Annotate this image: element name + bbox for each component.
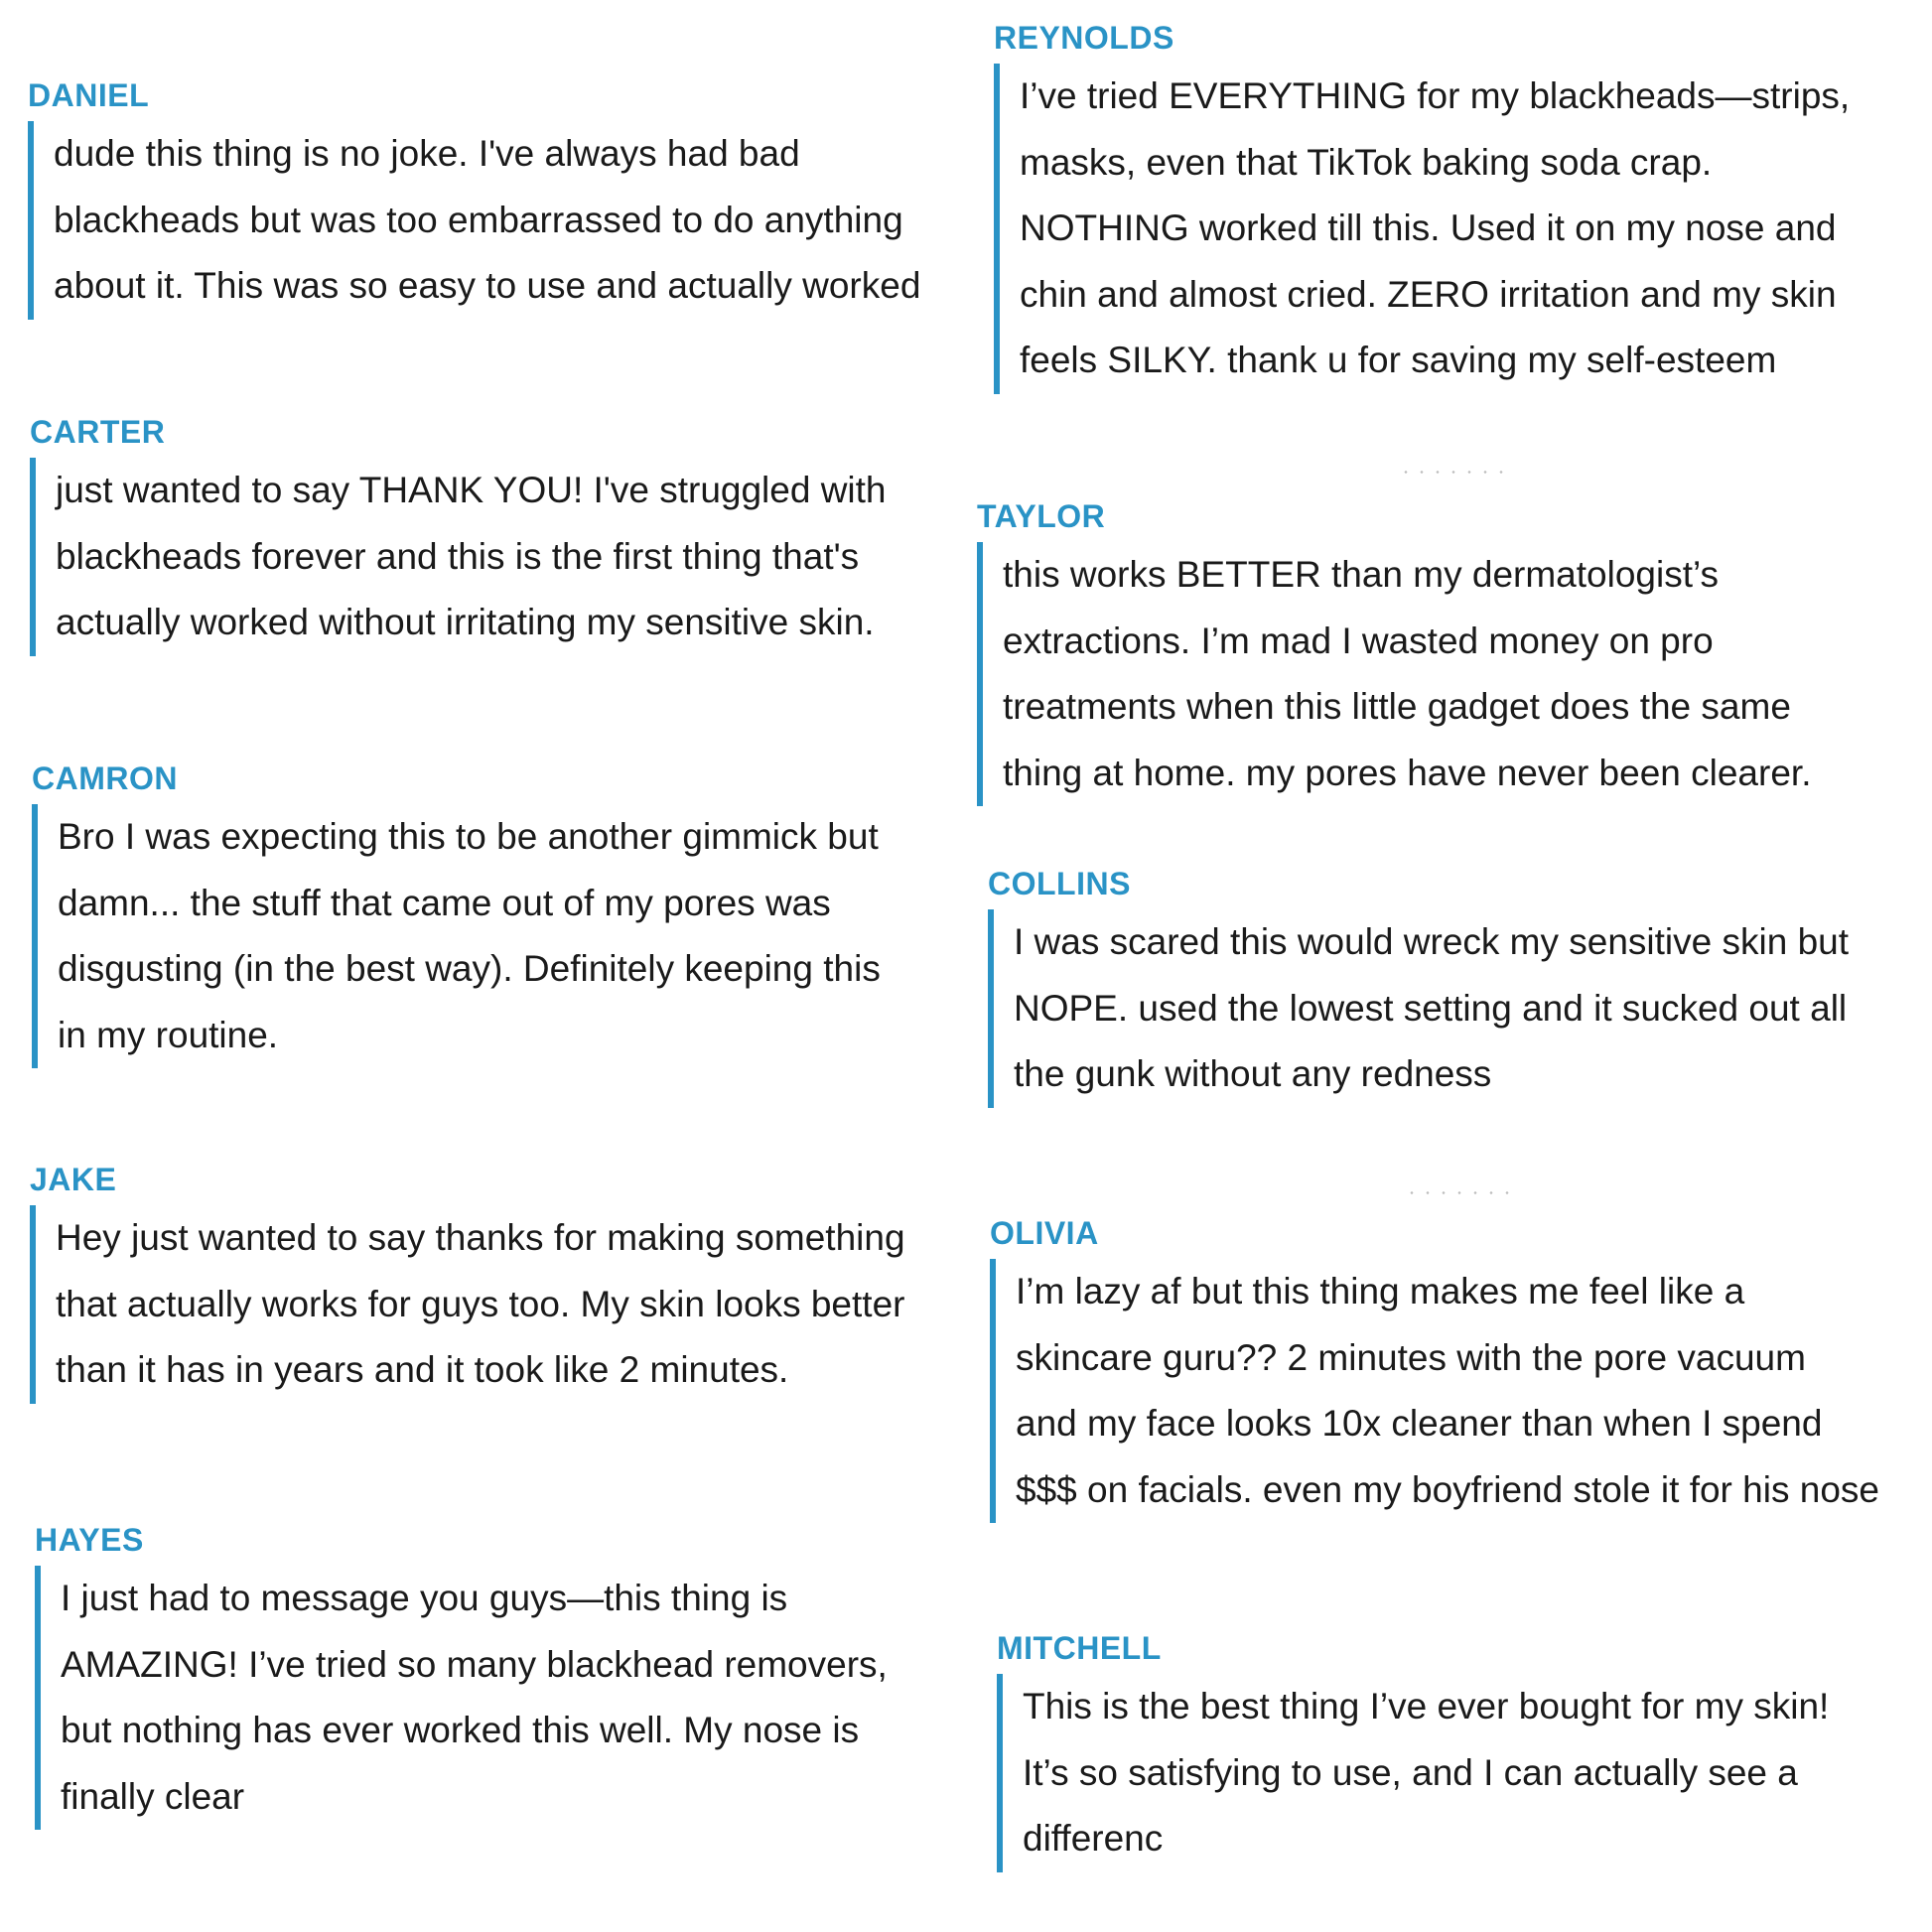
- review-line: just wanted to say THANK YOU! I've struggled with: [56, 470, 887, 510]
- review-text: [30, 458, 887, 656]
- reviewer-name: COLLINS: [988, 866, 1131, 901]
- review-card-hayes: [35, 1520, 888, 1830]
- review-line: Bro I was expecting this to be another gimmick but: [58, 816, 879, 857]
- review-card-mitchell: [997, 1628, 1829, 1872]
- review-text: [28, 121, 920, 320]
- review-line: about it. This was so easy to use and actually worked: [54, 265, 921, 306]
- reviewer-name: CAMRON: [32, 760, 178, 796]
- review-line: This is the best thing I’ve ever bought for my skin!: [1023, 1686, 1830, 1726]
- reviewer-name: DANIEL: [28, 77, 150, 113]
- review-line: and my face looks 10x cleaner than when I spend: [1016, 1403, 1823, 1444]
- review-card-camron: [32, 759, 881, 1068]
- reviewer-name: OLIVIA: [990, 1215, 1099, 1251]
- review-line: differenc: [1023, 1818, 1164, 1859]
- reviewer-name: MITCHELL: [997, 1630, 1162, 1666]
- decorative-dots: [1398, 471, 1507, 474]
- review-line: extractions. I’m mad I wasted money on pro: [1003, 620, 1714, 661]
- review-line: treatments when this little gadget does the same: [1003, 686, 1791, 727]
- review-line: this works BETTER than my dermatologist’s: [1003, 554, 1720, 595]
- reviewer-name: JAKE: [30, 1162, 117, 1197]
- review-line: I’ve tried EVERYTHING for my blackheads—strips,: [1020, 75, 1851, 116]
- review-text: [35, 1566, 888, 1830]
- review-line: feels SILKY. thank u for saving my self-esteem: [1020, 340, 1777, 380]
- review-text: [32, 804, 881, 1068]
- reviewer-name: REYNOLDS: [994, 20, 1174, 56]
- review-card-jake: [30, 1160, 905, 1404]
- review-line: I was scared this would wreck my sensitive skin but: [1014, 921, 1850, 962]
- review-line: in my routine.: [58, 1014, 279, 1055]
- review-text: [997, 1674, 1829, 1872]
- review-line: thing at home. my pores have never been clearer.: [1003, 752, 1812, 793]
- decorative-dots: [1404, 1191, 1513, 1194]
- review-line: actually worked without irritating my sensitive skin.: [56, 602, 875, 642]
- review-line: blackheads forever and this is the first thing that's: [56, 535, 860, 577]
- review-line: skincare guru?? 2 minutes with the pore vacuum: [1016, 1336, 1806, 1378]
- review-line: than it has in years and it took like 2 minutes.: [56, 1349, 789, 1390]
- review-card-reynolds: [994, 18, 1850, 394]
- review-text: [30, 1205, 905, 1404]
- review-line: NOTHING worked till this. Used it on my nose and: [1020, 207, 1837, 248]
- review-line: It’s so satisfying to use, and I can actually see a: [1023, 1751, 1798, 1793]
- review-card-daniel: [28, 75, 920, 320]
- review-line: I just had to message you guys—this thing is: [61, 1578, 788, 1618]
- review-text: [990, 1259, 1879, 1523]
- review-line: Hey just wanted to say thanks for making something: [56, 1217, 905, 1258]
- review-text: [994, 64, 1850, 394]
- review-card-taylor: [977, 496, 1811, 806]
- reviewer-name: TAYLOR: [977, 498, 1106, 534]
- review-line: I’m lazy af but this thing makes me feel like a: [1016, 1271, 1745, 1311]
- review-line: that actually works for guys too. My skin looks better: [56, 1283, 905, 1324]
- review-line: dude this thing is no joke. I've always had bad: [54, 133, 800, 174]
- review-line: $$$ on facials. even my boyfriend stole it for his nose: [1016, 1468, 1879, 1510]
- reviewer-name: HAYES: [35, 1522, 144, 1558]
- review-line: the gunk without any redness: [1014, 1053, 1492, 1094]
- review-line: disgusting (in the best way). Definitely keeping this: [58, 948, 881, 989]
- review-text: [977, 542, 1811, 806]
- reviewer-name: CARTER: [30, 414, 166, 450]
- review-line: NOPE. used the lowest setting and it sucked out all: [1014, 987, 1848, 1029]
- review-card-carter: [30, 412, 887, 656]
- review-card-collins: [988, 864, 1849, 1108]
- review-line: finally clear: [61, 1775, 245, 1817]
- review-line: damn... the stuff that came out of my pores was: [58, 882, 831, 923]
- review-card-olivia: [990, 1213, 1879, 1523]
- review-line: AMAZING! I’ve tried so many blackhead removers,: [61, 1643, 888, 1685]
- review-line: blackheads but was too embarrassed to do anything: [54, 199, 903, 240]
- review-text: [988, 909, 1849, 1108]
- review-line: masks, even that TikTok baking soda crap.: [1020, 141, 1713, 183]
- review-line: chin and almost cried. ZERO irritation and my skin: [1020, 273, 1837, 315]
- review-line: but nothing has ever worked this well. My nose is: [61, 1710, 860, 1750]
